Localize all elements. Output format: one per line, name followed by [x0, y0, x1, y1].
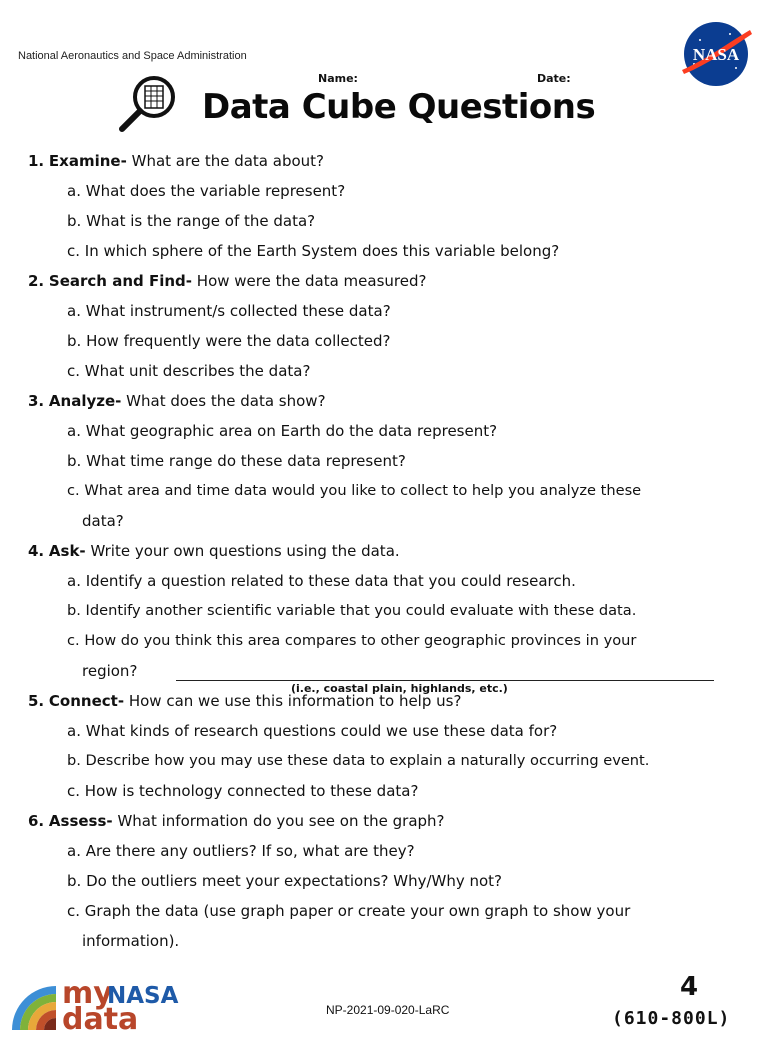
answer-blank-line[interactable]	[176, 680, 714, 681]
sub-letter: a.	[67, 842, 81, 860]
answer-hint: (i.e., coastal plain, highlands, etc.)	[291, 682, 508, 695]
sub-text: What time range do these data represent?	[86, 452, 406, 470]
sub-text: Do the outliers meet your expectations? Why/Why not?	[86, 872, 503, 890]
sub-text: Graph the data (use graph paper or create your own graph to show your	[84, 902, 631, 920]
question-number: 2.	[28, 272, 45, 290]
sub-letter: b.	[67, 872, 82, 890]
sub-question	[28, 296, 748, 326]
sub-text: What area and time data would you like to collect to help you analyze these	[84, 482, 642, 499]
sub-letter: a.	[67, 302, 81, 320]
sub-question	[28, 896, 748, 926]
sub-question	[28, 746, 748, 776]
sub-text: How do you think this area compares to other geographic provinces in your	[84, 632, 637, 649]
question-heading: Ask-	[48, 542, 86, 560]
sub-text: Are there any outliers? If so, what are they?	[85, 842, 415, 860]
sub-letter: b.	[67, 602, 81, 619]
sub-question	[28, 566, 748, 596]
date-label: Date:	[537, 72, 571, 85]
question-heading: Analyze-	[48, 392, 122, 410]
question-prompt: How were the data measured?	[196, 272, 427, 290]
sub-question	[28, 836, 748, 866]
sub-text: How frequently were the data collected?	[86, 332, 391, 350]
sub-question	[28, 776, 748, 806]
sub-letter: b.	[67, 332, 82, 350]
sub-text: What kinds of research questions could we use these data for?	[85, 722, 558, 740]
sub-text: In which sphere of the Earth System does this variable belong?	[84, 242, 560, 260]
question-heading: Search and Find-	[48, 272, 193, 290]
logo-my-text: my	[62, 976, 113, 1011]
sub-text: What instrument/s collected these data?	[85, 302, 391, 320]
my-nasa-data-logo	[10, 976, 200, 1037]
nasa-logo-text: NASA	[692, 45, 740, 64]
sub-text: How is technology connected to these data?	[84, 782, 419, 800]
sub-letter: a.	[67, 182, 81, 200]
question-prompt: How can we use this information to help us?	[128, 692, 462, 710]
sub-letter: b.	[67, 452, 82, 470]
question-heading: Connect-	[48, 692, 125, 710]
sub-letter: b.	[67, 752, 81, 769]
sub-question	[28, 416, 748, 446]
earth-layers-icon	[10, 982, 58, 1034]
sub-letter: a.	[67, 572, 81, 590]
sub-question	[28, 716, 748, 746]
sub-letter: c.	[67, 902, 81, 920]
page-number: 4	[680, 972, 699, 1002]
question-prompt: Write your own questions using the data.	[90, 542, 400, 560]
sub-text: What geographic area on Earth do the data represent?	[85, 422, 498, 440]
sub-question	[28, 476, 748, 506]
sub-letter: a.	[67, 722, 81, 740]
question-prompt: What does the data show?	[126, 392, 326, 410]
sub-letter: c.	[67, 242, 81, 260]
page-title: Data Cube Questions	[202, 87, 596, 127]
region-text: region?	[82, 662, 138, 680]
sub-question	[28, 206, 748, 236]
question-1	[28, 146, 748, 176]
sub-letter: c.	[67, 782, 81, 800]
question-list	[28, 146, 748, 956]
question-number: 6.	[28, 812, 45, 830]
sub-question	[28, 326, 748, 356]
nasa-meatball-logo	[680, 20, 752, 88]
sub-text: What unit describes the data?	[84, 362, 311, 380]
sub-question	[28, 356, 748, 386]
document-id: NP-2021-09-020-LaRC	[326, 1003, 450, 1017]
question-heading: Examine-	[48, 152, 127, 170]
sub-question	[28, 626, 748, 656]
question-number: 3.	[28, 392, 45, 410]
sub-letter: c.	[67, 482, 80, 499]
sub-question	[28, 236, 748, 266]
sub-letter: c.	[67, 362, 81, 380]
sub-letter: a.	[67, 422, 81, 440]
sub-letter: b.	[67, 212, 82, 230]
sub-question	[28, 596, 748, 626]
sub-question-continuation	[28, 656, 748, 695]
question-prompt: What are the data about?	[131, 152, 324, 170]
sub-question	[28, 866, 748, 896]
question-number: 5.	[28, 692, 45, 710]
sub-question-continuation: information).	[82, 932, 180, 950]
question-6	[28, 806, 748, 836]
logo-nasa-text: NASA	[107, 983, 179, 1009]
question-prompt: What information do you see on the graph?	[117, 812, 445, 830]
sub-text: What is the range of the data?	[86, 212, 316, 230]
question-4	[28, 536, 748, 566]
sub-text: Identify another scientific variable that you could evaluate with these data.	[85, 602, 637, 619]
question-3	[28, 386, 748, 416]
sub-question-continuation: data?	[82, 512, 124, 530]
sub-text: What does the variable represent?	[85, 182, 346, 200]
sub-text: Identify a question related to these data that you could research.	[85, 572, 576, 590]
magnifier-icon	[116, 73, 180, 135]
question-number: 4.	[28, 542, 45, 560]
lexile-level: (610-800L)	[612, 1008, 731, 1029]
sub-text: Describe how you may use these data to explain a naturally occurring event.	[85, 752, 650, 769]
name-label: Name:	[318, 72, 358, 85]
sub-letter: c.	[67, 632, 80, 649]
question-2	[28, 266, 748, 296]
agency-name: National Aeronautics and Space Administration	[18, 50, 247, 62]
question-heading: Assess-	[48, 812, 113, 830]
sub-question	[28, 446, 748, 476]
logo-data-text: data	[62, 1002, 139, 1037]
question-number: 1.	[28, 152, 45, 170]
sub-question	[28, 176, 748, 206]
